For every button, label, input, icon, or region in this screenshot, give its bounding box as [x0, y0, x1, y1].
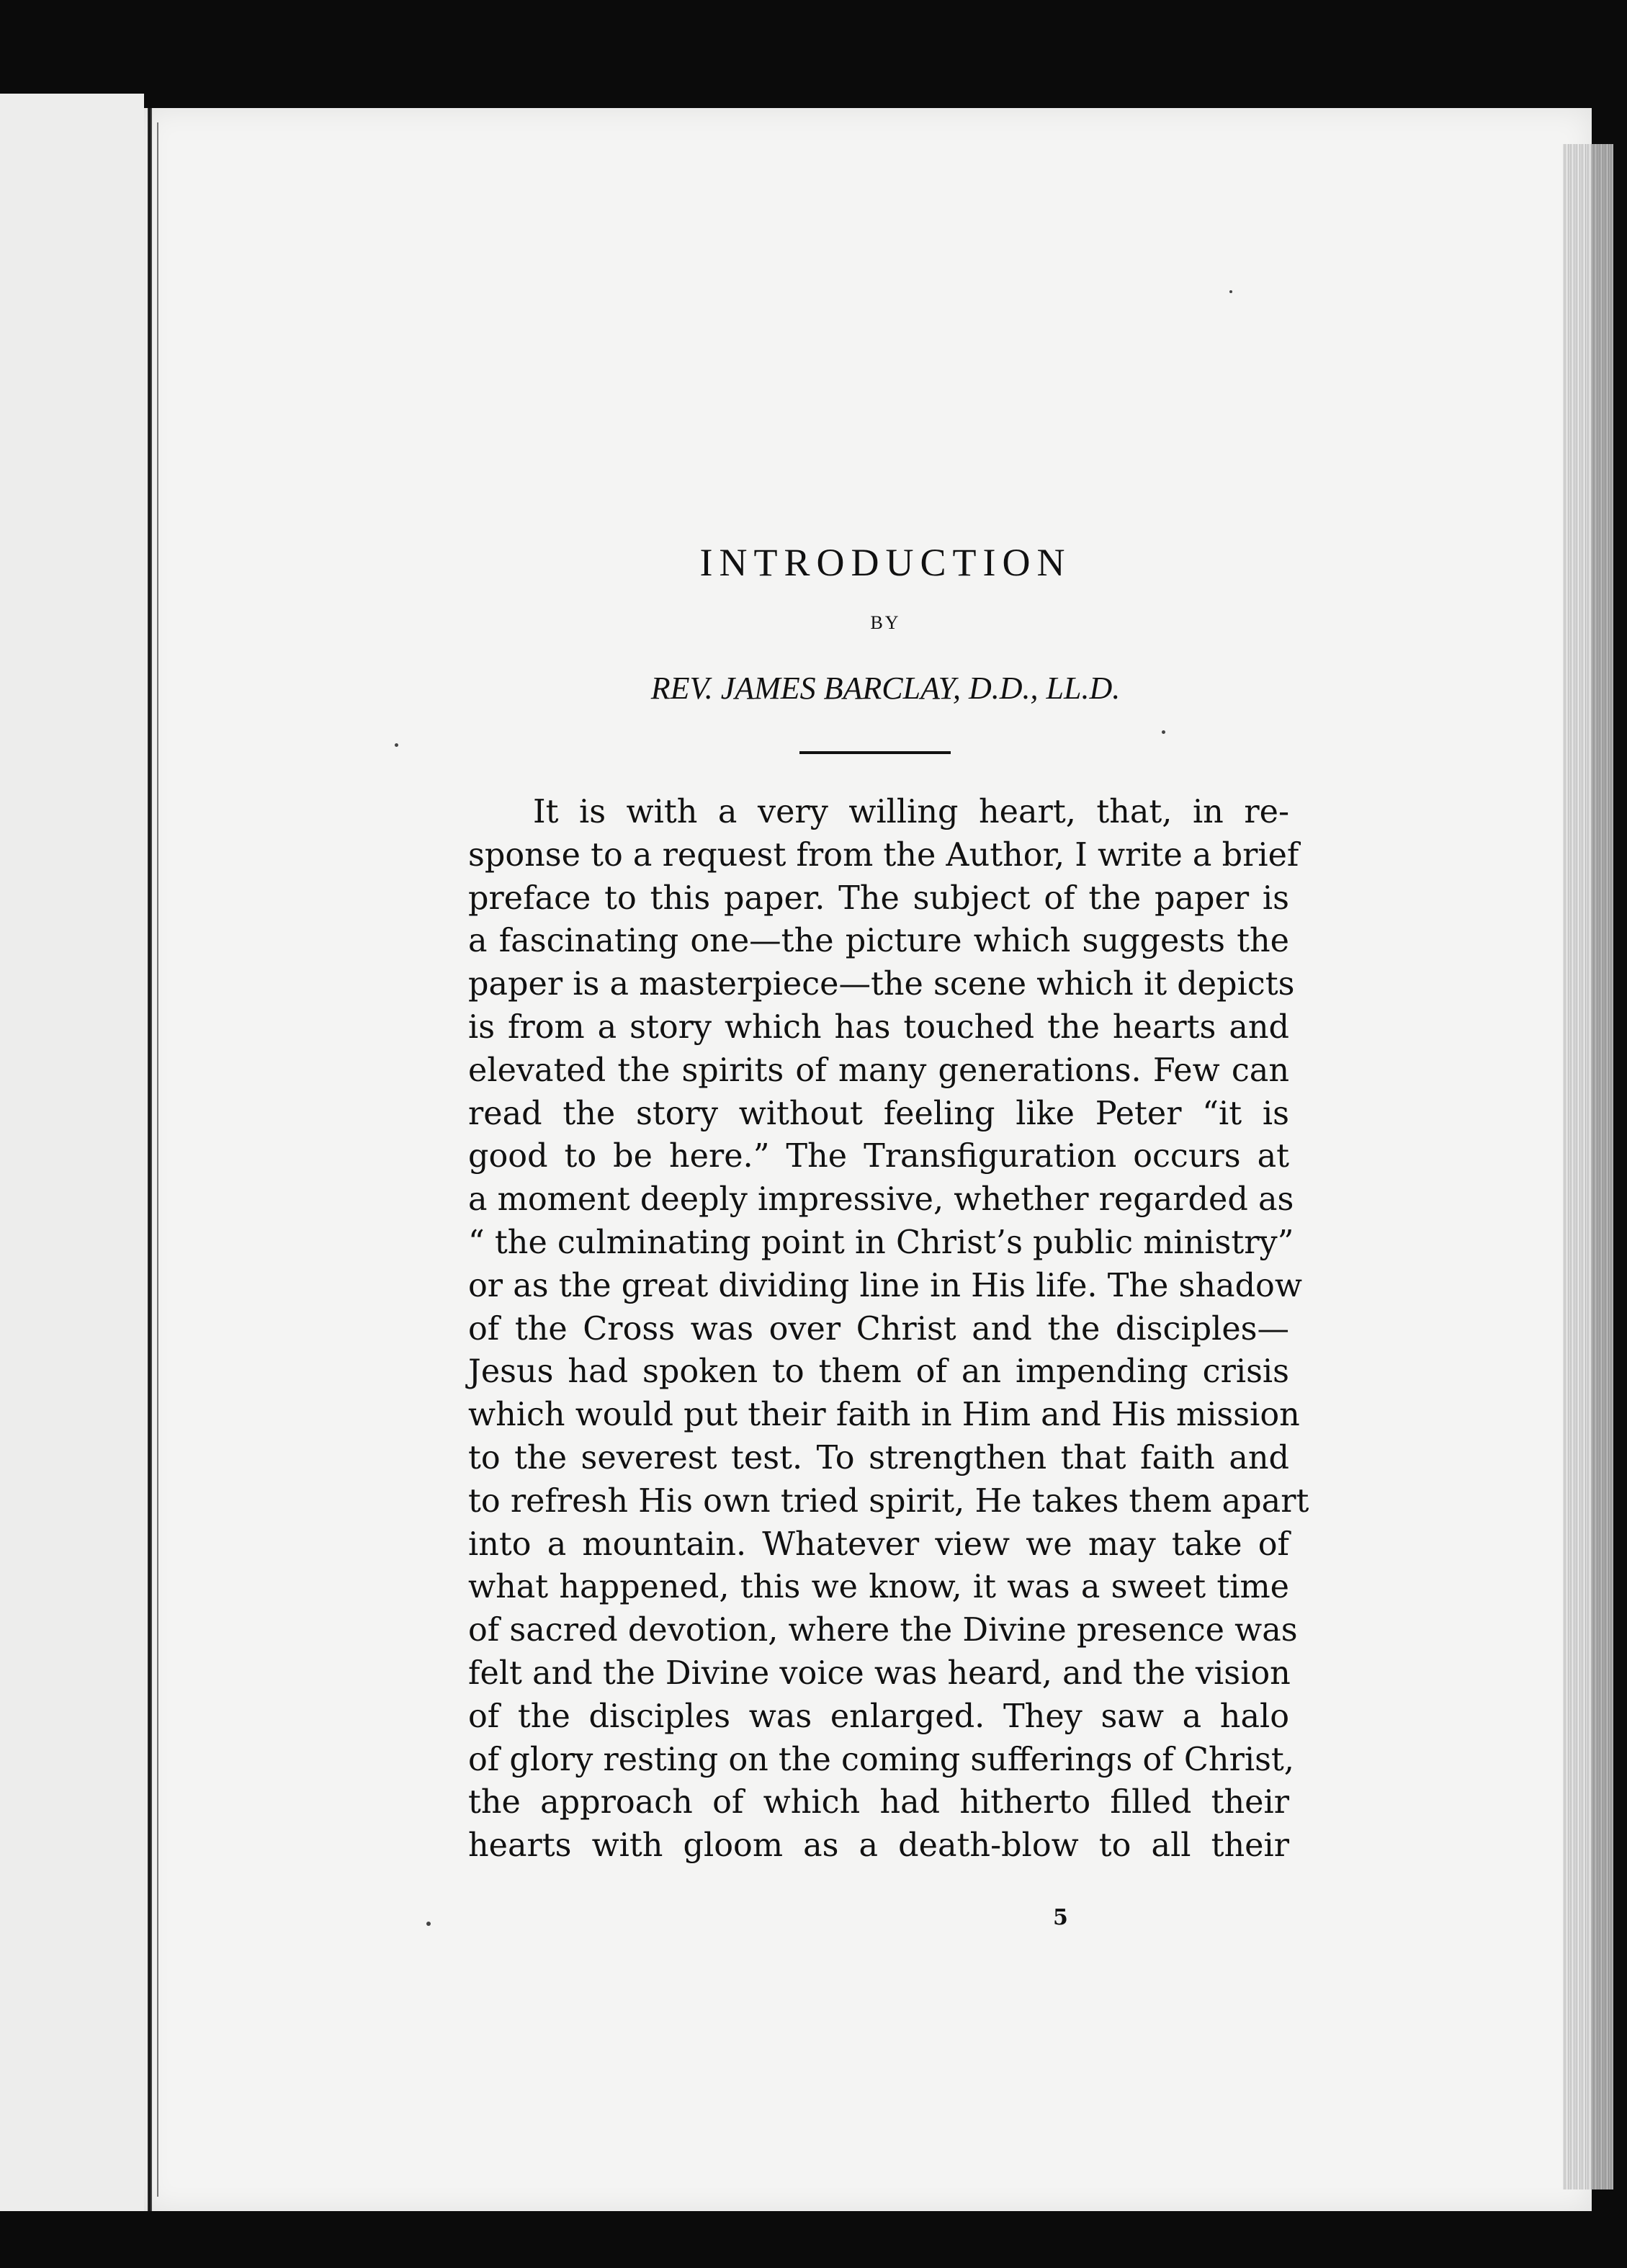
spine-shadow — [157, 122, 158, 2197]
text-line: Jesus had spoken to them of an impending crisis — [468, 1353, 1289, 1391]
text-line: good to be here.” The Transfiguration occurs at — [468, 1138, 1289, 1175]
text-line: what happened, this we know, it was a sweet time — [468, 1569, 1289, 1606]
scan-speck — [1229, 290, 1232, 293]
text-line: to refresh His own tried spirit, He takes them apart — [468, 1482, 1309, 1520]
body-paragraph — [468, 791, 1309, 1868]
text-line: It is with a very willing heart, that, in re- — [533, 794, 1289, 830]
text-line: preface to this paper. The subject of the paper is — [468, 879, 1289, 917]
chapter-title: INTRODUCTION — [699, 541, 1072, 584]
scan-speck — [395, 743, 398, 747]
scan-speck — [1162, 730, 1165, 734]
text-line: a fascinating one—the picture which suggests the — [468, 923, 1289, 960]
text-line: of sacred devotion, where the Divine presence was — [468, 1612, 1298, 1649]
text-line: hearts with gloom as a death-blow to all their — [468, 1827, 1289, 1865]
facing-page-edge — [0, 94, 144, 2211]
page-edges — [1563, 144, 1613, 2189]
text-line: elevated the spirits of many generations. Few can — [468, 1052, 1289, 1089]
text-line: of glory resting on the coming sufferings of Christ, — [468, 1741, 1294, 1778]
text-line: of the disciples was enlarged. They saw a halo — [468, 1698, 1289, 1735]
text-line: the approach of which had hitherto filled their — [468, 1784, 1289, 1821]
text-line: or as the great dividing line in His life. The shadow — [468, 1267, 1302, 1304]
text-line: a moment deeply impressive, whether regarded as — [468, 1181, 1294, 1219]
text-line: into a mountain. Whatever view we may take of — [468, 1525, 1289, 1563]
page-number: 5 — [1053, 1905, 1068, 1930]
book-spine — [148, 108, 152, 2211]
text-line: is from a story which has touched the hearts and — [468, 1008, 1289, 1046]
text-line: paper is a masterpiece—the scene which it depicts — [468, 966, 1295, 1003]
divider-rule — [799, 751, 951, 754]
text-line: to the severest test. To strengthen that faith and — [468, 1439, 1289, 1476]
text-line: read the story without feeling like Peter “it is — [468, 1095, 1289, 1132]
byline-label: BY — [870, 612, 901, 633]
text-line: of the Cross was over Christ and the disciples— — [468, 1310, 1289, 1348]
text-line: sponse to a request from the Author, I write a brief — [468, 836, 1299, 874]
text-line: “ the culminating point in Christ’s public ministry” — [468, 1224, 1294, 1261]
scan-speck — [426, 1922, 431, 1926]
author-name: REV. JAMES BARCLAY, D.D., LL.D. — [650, 671, 1121, 706]
text-line: felt and the Divine voice was heard, and the vision — [468, 1654, 1291, 1692]
text-line: which would put their faith in Him and His mission — [468, 1397, 1300, 1434]
